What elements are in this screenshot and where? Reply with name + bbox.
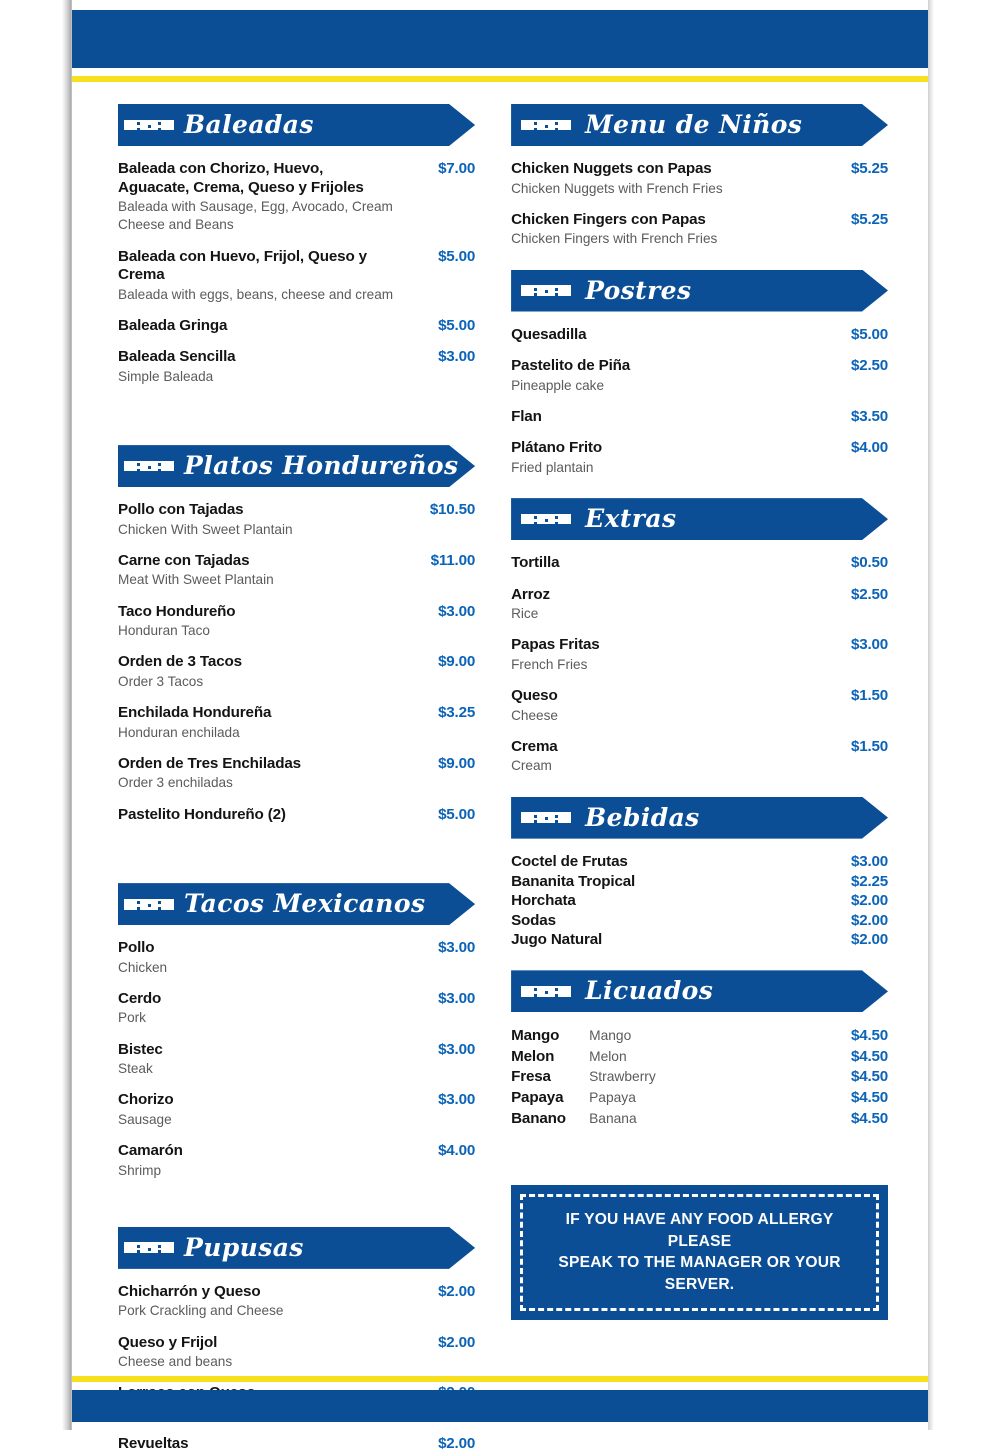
menu-section-menu-de-ninos bbox=[511, 104, 888, 249]
menu-item-price: $1.50 bbox=[850, 737, 888, 755]
menu-item bbox=[511, 911, 888, 931]
honduras-flag-icon bbox=[521, 802, 571, 834]
section-header-licuados bbox=[511, 970, 888, 1012]
menu-item-price: $11.00 bbox=[430, 551, 476, 569]
menu-item bbox=[511, 554, 888, 573]
menu-item-description: Melon bbox=[589, 1048, 627, 1064]
menu-item-name: Horchata bbox=[511, 892, 576, 910]
menu-item-name: Bistec bbox=[118, 1040, 163, 1058]
flag-star-icon bbox=[534, 815, 537, 818]
section-title: Tacos Mexicanos bbox=[184, 889, 426, 919]
menu-item-row bbox=[511, 211, 888, 230]
menu-item-price: $3.00 bbox=[850, 636, 888, 654]
menu-section-extras bbox=[511, 498, 888, 776]
menu-item bbox=[118, 1091, 475, 1129]
menu-item-price: $3.00 bbox=[438, 602, 476, 620]
menu-item-name: Pastelito Hondureño (2) bbox=[118, 805, 286, 823]
menu-item bbox=[118, 939, 475, 977]
menu-item-price: $4.50 bbox=[850, 1027, 888, 1045]
menu-item bbox=[511, 687, 888, 725]
menu-item bbox=[511, 357, 888, 395]
menu-item-name: Coctel de Frutas bbox=[511, 853, 628, 871]
menu-item-price: $2.50 bbox=[850, 357, 888, 375]
flag-star-icon bbox=[137, 1250, 140, 1253]
menu-item bbox=[511, 586, 888, 624]
menu-content bbox=[72, 82, 928, 1453]
menu-item-row bbox=[511, 911, 888, 931]
menu-item-description: Cheese and beans bbox=[118, 1354, 233, 1370]
section-header-postres bbox=[511, 270, 888, 312]
flag-star-icon bbox=[137, 907, 140, 910]
menu-item-name-group bbox=[511, 1048, 627, 1067]
menu-item-description: Cheese bbox=[511, 707, 558, 723]
menu-item bbox=[511, 326, 888, 345]
menu-item-name: Baleada con Chorizo, Huevo, Aguacate, Crema, Queso y Frijoles bbox=[118, 160, 364, 196]
menu-item-name: Tortilla bbox=[511, 554, 560, 572]
menu-item-row bbox=[118, 653, 475, 672]
section-header-tacos-mexicanos bbox=[118, 883, 475, 925]
menu-item bbox=[118, 1435, 475, 1454]
menu-item-row bbox=[511, 892, 888, 912]
menu-item-row bbox=[118, 755, 475, 774]
menu-item-row bbox=[511, 853, 888, 873]
menu-item-name: Sodas bbox=[511, 911, 556, 929]
menu-item-name: Papas Fritas bbox=[511, 636, 600, 654]
menu-item-description: Pork bbox=[118, 1010, 146, 1026]
menu-item-price: $3.00 bbox=[438, 1091, 476, 1109]
flag-star-icon bbox=[534, 522, 537, 525]
menu-item-name: Pastelito de Piña bbox=[511, 357, 631, 375]
menu-item-name: Pollo con Tajadas bbox=[118, 501, 244, 519]
flag-star-icon bbox=[555, 122, 558, 125]
section-header-pupusas bbox=[118, 1227, 475, 1269]
menu-item-name: Baleada Gringa bbox=[118, 316, 228, 334]
section-spacer bbox=[118, 399, 475, 445]
menu-item bbox=[511, 1088, 888, 1109]
menu-item-description: Baleada with eggs, beans, cheese and cream bbox=[118, 286, 394, 302]
menu-sheet bbox=[72, 0, 928, 1453]
flag-star-icon bbox=[158, 469, 161, 472]
honduras-flag-icon bbox=[521, 975, 571, 1007]
menu-item-name: Plátano Frito bbox=[511, 439, 602, 457]
flag-star-icon bbox=[555, 994, 558, 997]
honduras-flag-icon bbox=[521, 275, 571, 307]
flag-star-icon bbox=[158, 901, 161, 904]
menu-item-price: $2.00 bbox=[438, 1435, 476, 1453]
menu-item-row bbox=[118, 1041, 475, 1060]
flag-star-icon bbox=[158, 1250, 161, 1253]
menu-item-name: Banano bbox=[511, 1109, 566, 1127]
menu-item-row bbox=[118, 1283, 475, 1302]
menu-item-price: $4.50 bbox=[850, 1109, 888, 1127]
menu-item-description: Simple Baleada bbox=[118, 368, 214, 384]
menu-item-name: Bananita Tropical bbox=[511, 872, 636, 890]
menu-item-description: Honduran Taco bbox=[118, 623, 210, 639]
flag-star-icon bbox=[158, 122, 161, 125]
flag-star-icon bbox=[545, 125, 548, 128]
flag-star-icon bbox=[545, 519, 548, 522]
menu-item-row bbox=[511, 1026, 888, 1047]
menu-item-price: $3.00 bbox=[438, 939, 476, 957]
menu-section-licuados bbox=[511, 970, 888, 1129]
menu-item-description: Fried plantain bbox=[511, 459, 594, 475]
flag-star-icon bbox=[158, 128, 161, 131]
flag-star-icon bbox=[148, 125, 151, 128]
menu-item-name: Pollo bbox=[118, 939, 155, 957]
menu-item-price: $3.00 bbox=[850, 853, 888, 871]
menu-item bbox=[511, 872, 888, 892]
flag-star-icon bbox=[534, 288, 537, 291]
right-column bbox=[511, 104, 888, 1376]
header-band bbox=[72, 10, 928, 68]
section-spacer bbox=[118, 837, 475, 883]
menu-item-price: $4.50 bbox=[850, 1089, 888, 1107]
section-title: Extras bbox=[585, 504, 677, 534]
menu-item-name-group bbox=[511, 1068, 656, 1087]
flag-star-icon bbox=[158, 1245, 161, 1248]
menu-item-row bbox=[118, 160, 475, 197]
flag-star-icon bbox=[545, 290, 548, 293]
menu-section-platos-hondurenos bbox=[118, 445, 475, 824]
menu-item bbox=[511, 636, 888, 674]
menu-item bbox=[511, 439, 888, 477]
menu-item-name-group bbox=[511, 1089, 636, 1108]
menu-item bbox=[118, 552, 475, 590]
menu-item-row bbox=[511, 1047, 888, 1068]
menu-item-name: Carne con Tajadas bbox=[118, 551, 250, 569]
flag-star-icon bbox=[555, 128, 558, 131]
menu-item-price: $3.00 bbox=[438, 989, 476, 1007]
menu-item-row bbox=[511, 357, 888, 376]
menu-item bbox=[511, 160, 888, 198]
menu-item-price: $2.00 bbox=[850, 911, 888, 929]
allergy-notice bbox=[511, 1185, 888, 1320]
menu-item-row bbox=[118, 552, 475, 571]
section-spacer bbox=[511, 789, 888, 797]
menu-item-price: $10.50 bbox=[429, 501, 476, 519]
honduras-flag-icon bbox=[124, 1232, 174, 1264]
menu-item bbox=[118, 755, 475, 793]
section-spacer bbox=[511, 262, 888, 270]
flag-star-icon bbox=[534, 994, 537, 997]
menu-item-row bbox=[511, 738, 888, 757]
menu-item bbox=[511, 853, 888, 873]
menu-item bbox=[511, 211, 888, 249]
menu-item-price: $5.00 bbox=[850, 325, 888, 343]
menu-item-name: Mango bbox=[511, 1027, 560, 1045]
menu-item bbox=[118, 990, 475, 1028]
menu-item-price: $1.50 bbox=[850, 687, 888, 705]
menu-item-name: Flan bbox=[511, 407, 542, 425]
menu-item-price: $5.25 bbox=[850, 210, 888, 228]
flag-star-icon bbox=[158, 907, 161, 910]
menu-item-name: Melon bbox=[511, 1047, 555, 1065]
menu-section-baleadas bbox=[118, 104, 475, 386]
section-title: Menu de Niños bbox=[585, 110, 803, 139]
menu-item bbox=[118, 160, 475, 235]
honduras-flag-icon bbox=[521, 109, 571, 141]
menu-item-price: $4.00 bbox=[850, 439, 888, 457]
menu-item-name: Orden de Tres Enchiladas bbox=[118, 754, 301, 772]
menu-item-description: Order 3 Tacos bbox=[118, 673, 204, 689]
menu-item-description: Chicken With Sweet Plantain bbox=[118, 521, 293, 537]
menu-item-price: $3.50 bbox=[850, 407, 888, 425]
menu-item bbox=[511, 1067, 888, 1088]
menu-item-name: Arroz bbox=[511, 585, 550, 603]
menu-item bbox=[118, 704, 475, 742]
menu-item-name-group bbox=[511, 1110, 637, 1129]
menu-item-row bbox=[118, 1334, 475, 1353]
menu-item bbox=[118, 653, 475, 691]
flag-star-icon bbox=[137, 463, 140, 466]
menu-item-description: Order 3 enchiladas bbox=[118, 775, 233, 791]
footer-rule bbox=[72, 1376, 928, 1382]
menu-item-row bbox=[511, 160, 888, 179]
menu-item-row bbox=[118, 603, 475, 622]
menu-item-price: $5.00 bbox=[438, 805, 476, 823]
menu-item-price: $2.00 bbox=[438, 1333, 476, 1351]
flag-star-icon bbox=[148, 466, 151, 469]
menu-item-name: Revueltas bbox=[118, 1435, 189, 1453]
menu-item-price: $2.50 bbox=[850, 585, 888, 603]
section-header-bebidas bbox=[511, 797, 888, 839]
menu-item bbox=[511, 1047, 888, 1068]
flag-star-icon bbox=[534, 516, 537, 519]
menu-item-name: Baleada con Huevo, Frijol, Queso y Crema bbox=[118, 247, 367, 284]
flag-star-icon bbox=[555, 988, 558, 991]
flag-star-icon bbox=[137, 122, 140, 125]
menu-item-name: Cerdo bbox=[118, 989, 162, 1007]
menu-item bbox=[511, 1026, 888, 1047]
menu-item-description: Banana bbox=[589, 1110, 637, 1126]
menu-item bbox=[118, 501, 475, 539]
flag-star-icon bbox=[545, 817, 548, 820]
flag-star-icon bbox=[137, 901, 140, 904]
menu-item-name: Camarón bbox=[118, 1142, 183, 1160]
menu-item-description: Steak bbox=[118, 1061, 153, 1077]
flag-star-icon bbox=[555, 288, 558, 291]
menu-item-name: Orden de 3 Tacos bbox=[118, 653, 242, 671]
menu-item-price: $4.00 bbox=[438, 1142, 476, 1160]
menu-item-row bbox=[511, 439, 888, 458]
menu-item-row bbox=[511, 408, 888, 427]
section-spacer bbox=[511, 490, 888, 498]
menu-item-description: Chicken bbox=[118, 959, 168, 975]
menu-item-name: Queso y Frijol bbox=[118, 1333, 218, 1351]
section-title: Pupusas bbox=[184, 1232, 304, 1262]
menu-item bbox=[511, 892, 888, 912]
flag-star-icon bbox=[148, 1248, 151, 1251]
menu-item-price: $5.25 bbox=[850, 160, 888, 177]
honduras-flag-icon bbox=[521, 503, 571, 535]
menu-item-price: $2.00 bbox=[438, 1282, 476, 1300]
menu-item-row bbox=[511, 687, 888, 706]
menu-item-price: $7.00 bbox=[438, 160, 476, 177]
flag-star-icon bbox=[534, 128, 537, 131]
honduras-flag-icon bbox=[124, 888, 174, 920]
menu-item-name: Queso bbox=[511, 687, 558, 705]
flag-star-icon bbox=[555, 516, 558, 519]
section-title: Licuados bbox=[585, 976, 714, 1006]
menu-item bbox=[118, 317, 475, 336]
section-spacer bbox=[118, 1193, 475, 1227]
flag-star-icon bbox=[545, 991, 548, 994]
menu-item-row bbox=[118, 990, 475, 1009]
menu-item-name: Crema bbox=[511, 737, 558, 755]
menu-item-row bbox=[511, 931, 888, 951]
flag-star-icon bbox=[148, 904, 151, 907]
menu-item-row bbox=[118, 704, 475, 723]
menu-item-description: Strawberry bbox=[589, 1069, 656, 1085]
menu-item-price: $0.50 bbox=[850, 554, 888, 572]
menu-item-description: Mango bbox=[589, 1028, 632, 1044]
flag-star-icon bbox=[534, 988, 537, 991]
menu-item-price: $9.00 bbox=[438, 653, 476, 671]
menu-item-name: Chicken Nuggets con Papas bbox=[511, 160, 712, 177]
menu-item-row bbox=[118, 1142, 475, 1161]
menu-item-row bbox=[118, 1091, 475, 1110]
menu-item-description: Meat With Sweet Plantain bbox=[118, 572, 274, 588]
menu-item-description: French Fries bbox=[511, 656, 588, 672]
menu-item-price: $3.00 bbox=[438, 348, 476, 366]
menu-item-name: Fresa bbox=[511, 1068, 551, 1086]
menu-item-price: $3.25 bbox=[438, 704, 476, 722]
menu-item-name: Chicharrón y Queso bbox=[118, 1282, 261, 1300]
menu-item-price: $2.00 bbox=[850, 931, 888, 949]
menu-item bbox=[118, 1283, 475, 1321]
flag-star-icon bbox=[534, 293, 537, 296]
menu-item-name: Papaya bbox=[511, 1089, 564, 1107]
menu-item bbox=[118, 1334, 475, 1372]
footer-band bbox=[72, 1390, 928, 1422]
menu-item-row bbox=[118, 501, 475, 520]
section-header-menu-de-ninos bbox=[511, 104, 888, 146]
menu-item-description: Pineapple cake bbox=[511, 377, 605, 393]
menu-item-name: Quesadilla bbox=[511, 325, 587, 343]
menu-item-description: Sausage bbox=[118, 1111, 172, 1127]
section-header-platos-hondurenos bbox=[118, 445, 475, 487]
left-column bbox=[118, 104, 476, 1453]
menu-item-description: Cream bbox=[511, 758, 552, 774]
flag-star-icon bbox=[555, 522, 558, 525]
menu-section-bebidas bbox=[511, 797, 888, 951]
menu-item bbox=[118, 806, 475, 825]
honduras-flag-icon bbox=[124, 109, 174, 141]
section-title: Platos Hondureños bbox=[184, 451, 459, 481]
menu-item-price: $5.00 bbox=[438, 247, 476, 265]
menu-item-description: Pork Crackling and Cheese bbox=[118, 1303, 284, 1319]
section-header-baleadas bbox=[118, 104, 475, 146]
menu-item-row bbox=[511, 872, 888, 892]
menu-item-row bbox=[511, 554, 888, 573]
menu-item-row bbox=[511, 1109, 888, 1130]
menu-item-row bbox=[118, 806, 475, 825]
flag-star-icon bbox=[555, 815, 558, 818]
menu-item-name: Taco Hondureño bbox=[118, 602, 236, 620]
menu-item-row bbox=[118, 1435, 475, 1454]
flag-star-icon bbox=[555, 820, 558, 823]
flag-star-icon bbox=[555, 293, 558, 296]
honduras-flag-icon bbox=[124, 450, 174, 482]
menu-item-name: Baleada Sencilla bbox=[118, 348, 236, 366]
flag-star-icon bbox=[137, 469, 140, 472]
allergy-notice-line-1: IF YOU HAVE ANY FOOD ALLERGY PLEASE bbox=[565, 1211, 834, 1250]
menu-item-description: Chicken Fingers with French Fries bbox=[511, 231, 718, 247]
menu-item bbox=[118, 603, 475, 641]
flag-star-icon bbox=[534, 122, 537, 125]
flag-star-icon bbox=[534, 820, 537, 823]
menu-section-tacos-mexicanos bbox=[118, 883, 475, 1180]
menu-item-row bbox=[118, 248, 475, 285]
menu-item-row bbox=[511, 636, 888, 655]
menu-item-row bbox=[118, 348, 475, 367]
menu-item-description: Baleada with Sausage, Egg, Avocado, Cream Cheese and Beans bbox=[118, 199, 393, 233]
flag-star-icon bbox=[137, 128, 140, 131]
flag-star-icon bbox=[158, 463, 161, 466]
section-header-extras bbox=[511, 498, 888, 540]
menu-section-postres bbox=[511, 270, 888, 478]
menu-item-price: $2.25 bbox=[850, 872, 888, 890]
menu-item-name: Chicken Fingers con Papas bbox=[511, 210, 706, 228]
menu-item bbox=[511, 931, 888, 951]
menu-item bbox=[511, 738, 888, 776]
menu-item-description: Honduran enchilada bbox=[118, 724, 240, 740]
menu-item-row bbox=[118, 317, 475, 336]
menu-item-price: $5.00 bbox=[438, 316, 476, 334]
flag-star-icon bbox=[137, 1245, 140, 1248]
menu-item-row bbox=[511, 1088, 888, 1109]
menu-item-row bbox=[511, 1067, 888, 1088]
section-title: Bebidas bbox=[585, 802, 700, 832]
menu-item-price: $4.50 bbox=[850, 1068, 888, 1086]
menu-item bbox=[118, 1041, 475, 1079]
menu-item-price: $9.00 bbox=[438, 754, 476, 772]
menu-item bbox=[511, 1109, 888, 1130]
menu-item-price: $3.00 bbox=[438, 1040, 476, 1058]
section-title: Baleadas bbox=[184, 110, 314, 139]
menu-item-description: Rice bbox=[511, 606, 539, 622]
menu-item-row bbox=[511, 586, 888, 605]
menu-item bbox=[118, 1142, 475, 1180]
section-title: Postres bbox=[585, 275, 692, 305]
menu-item-name: Chorizo bbox=[118, 1091, 174, 1109]
menu-item bbox=[511, 408, 888, 427]
menu-item-description: Shrimp bbox=[118, 1162, 162, 1178]
menu-item-description: Papaya bbox=[589, 1090, 636, 1106]
menu-item-description: Chicken Nuggets with French Fries bbox=[511, 180, 723, 196]
menu-item-row bbox=[511, 326, 888, 345]
allergy-notice-border bbox=[520, 1194, 879, 1311]
menu-item-price: $4.50 bbox=[850, 1047, 888, 1065]
menu-item bbox=[118, 248, 475, 304]
menu-item-row bbox=[118, 939, 475, 958]
menu-item-price: $2.00 bbox=[850, 892, 888, 910]
menu-item bbox=[118, 348, 475, 386]
menu-item-name: Jugo Natural bbox=[511, 931, 603, 949]
allergy-notice-line-2: SPEAK TO THE MANAGER OR YOUR SERVER. bbox=[558, 1254, 841, 1293]
menu-item-name: Enchilada Hondureña bbox=[118, 704, 272, 722]
menu-item-name-group bbox=[511, 1027, 631, 1046]
section-spacer bbox=[511, 950, 888, 970]
